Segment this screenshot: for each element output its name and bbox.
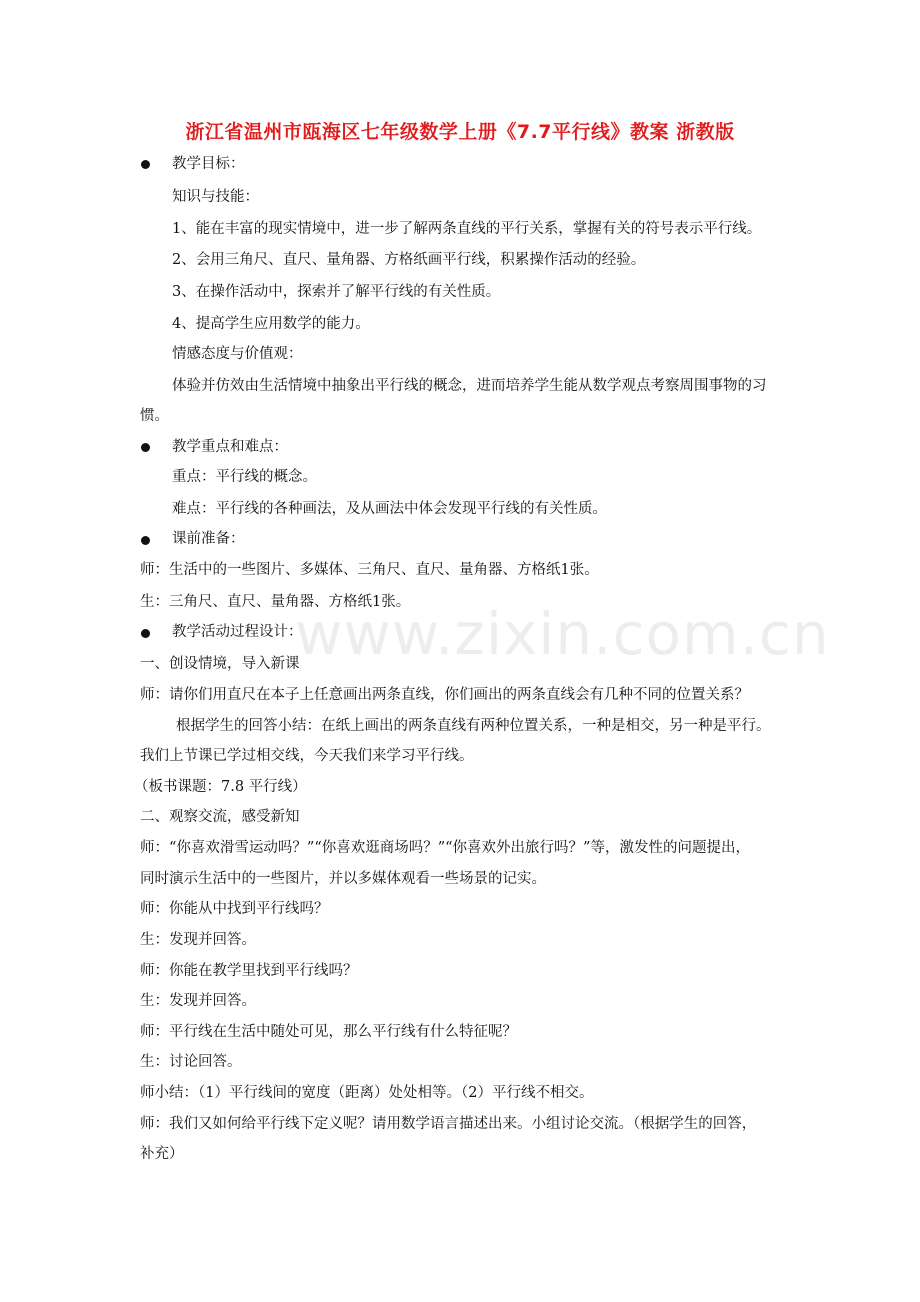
watermark: www.zixin.com.cn	[295, 600, 830, 668]
part2-student-3: 生：发现并回答。	[140, 993, 256, 1009]
part2-teacher-1-cont: 同时演示生活中的一些图片，并以多媒体观看一些场景的记实。	[140, 871, 546, 887]
part2-teacher-2: 师：你能从中找到平行线吗？	[140, 901, 329, 917]
bullet-icon	[141, 536, 150, 545]
part1-board: （板书课题：7.8 平行线）	[134, 779, 307, 795]
knowledge-item: 4、提高学生应用数学的能力。	[172, 316, 370, 332]
part2-teacher-4: 师：平行线在生活中随处可见，那么平行线有什么特征呢？	[140, 1024, 517, 1040]
part2-summary: 师小结：（1）平行线间的宽度（距离）处处相等。（2）平行线不相交。	[140, 1085, 594, 1101]
document-title: 浙江省温州市瓯海区七年级数学上册《7.7平行线》教案 浙教版	[185, 121, 735, 143]
attitude-text-cont: 惯。	[140, 408, 169, 424]
part2-teacher-1: 师：“你喜欢滑雪运动吗？”“你喜欢逛商场吗？”“你喜欢外出旅行吗？”等，激发性的问题提出，	[140, 840, 750, 856]
part2-student-2: 生：发现并回答。	[140, 932, 256, 948]
part2-heading: 二、观察交流，感受新知	[140, 809, 300, 825]
knowledge-item: 1、能在丰富的现实情境中，进一步了解两条直线的平行关系，掌握有关的符号表示平行线。	[172, 221, 762, 237]
part2-student-4: 生：讨论回答。	[140, 1054, 242, 1070]
prep-teacher: 师：生活中的一些图片、多媒体、三角尺、直尺、量角器、方格纸1张。	[140, 562, 599, 578]
part1-teacher: 师：请你们用直尺在本子上任意画出两条直线，你们画出的两条直线会有几种不同的位置关系？	[140, 687, 749, 703]
bullet-icon	[141, 160, 150, 169]
part1-summary: 根据学生的回答小结：在纸上画出的两条直线有两种位置关系，一种是相交，另一种是平行。	[176, 718, 771, 734]
key-heading: 教学重点和难点：	[172, 439, 288, 455]
knowledge-item: 2、会用三角尺、直尺、量角器、方格纸画平行线，积累操作活动的经验。	[172, 252, 646, 268]
key-point: 重点：平行线的概念。	[172, 469, 317, 485]
part2-teacher-5: 师：我们又如何给平行线下定义呢？请用数学语言描述出来。小组讨论交流。（根据学生的回答，	[140, 1116, 757, 1132]
part1-heading: 一、创设情境，导入新课	[140, 656, 300, 672]
prep-student: 生：三角尺、直尺、量角器、方格纸1张。	[140, 594, 411, 610]
attitude-text: 体验并仿效由生活情境中抽象出平行线的概念，进而培养学生能从数学观点考察周围事物的习	[172, 378, 767, 394]
attitude-heading: 情感态度与价值观：	[172, 346, 303, 362]
part2-teacher-5-cont: 补充）	[140, 1146, 184, 1162]
goals-heading: 教学目标：	[172, 156, 245, 172]
knowledge-item: 3、在操作活动中，探索并了解平行线的有关性质。	[172, 284, 501, 300]
part2-teacher-3: 师：你能在教学里找到平行线吗？	[140, 963, 358, 979]
process-heading: 教学活动过程设计：	[172, 624, 303, 640]
prep-heading: 课前准备：	[172, 531, 245, 547]
bullet-icon	[141, 443, 150, 452]
part1-summary-cont: 我们上节课已学过相交线，今天我们来学习平行线。	[140, 748, 474, 764]
knowledge-heading: 知识与技能：	[172, 189, 259, 205]
difficult-point: 难点：平行线的各种画法，及从画法中体会发现平行线的有关性质。	[172, 501, 607, 517]
bullet-icon	[141, 629, 150, 638]
